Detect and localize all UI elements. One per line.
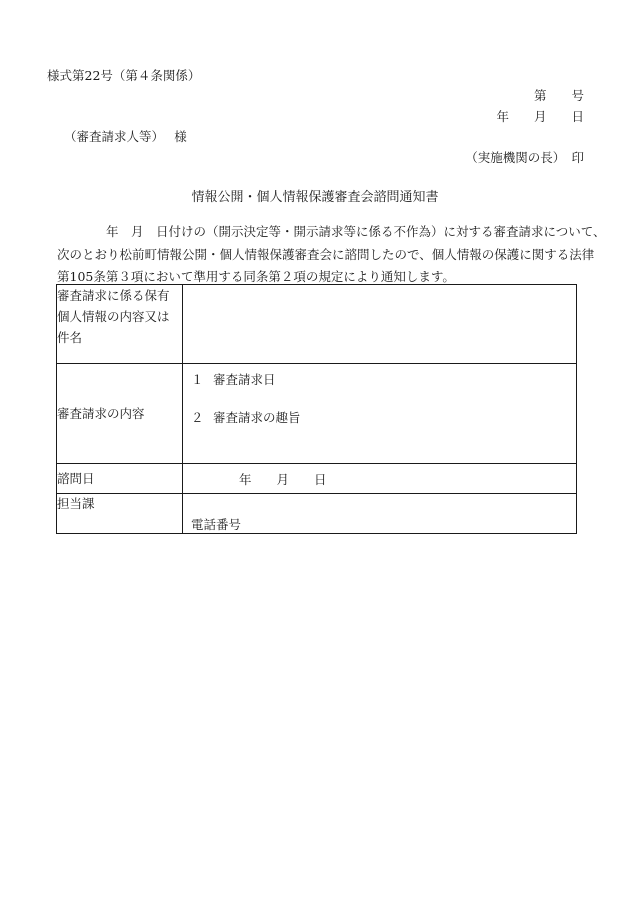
body-line-1: 年 月 日付けの（開示決定等・開示請求等に係る不作為）に対する審査請求について、 — [106, 224, 606, 239]
document-title: 情報公開・個人情報保護審査会諮問通知書 — [191, 190, 439, 205]
sender: （実施機関の長） 印 — [465, 150, 584, 165]
document-number: 第 号 — [533, 88, 584, 103]
contents-label — [57, 364, 183, 464]
subject-label-line-1: 審査請求に係る保有 — [57, 288, 170, 303]
consult-date-value[interactable] — [183, 464, 577, 494]
table-row — [57, 494, 577, 534]
subject-label — [57, 285, 183, 364]
contents-value[interactable] — [183, 364, 577, 464]
department-label-text: 担当課 — [57, 496, 95, 511]
body-line-2: 次のとおり松前町情報公開・個人情報保護審査会に諮問したので、個人情報の保護に関する法律 — [57, 247, 595, 262]
notice-table — [56, 284, 577, 534]
contents-item-request-date — [191, 370, 276, 388]
consult-date-label — [57, 464, 183, 494]
table-row — [57, 364, 577, 464]
consult-date-text: 年 月 日 — [239, 471, 327, 487]
item-text: 審査請求日 — [213, 372, 276, 387]
department-label — [57, 494, 183, 534]
consult-date-label-text: 諮問日 — [57, 471, 95, 486]
subject-label-line-2: 個人情報の内容又は — [57, 309, 170, 324]
item-text: 審査請求の趣旨 — [213, 410, 301, 425]
contents-item-request-purpose — [191, 408, 301, 426]
table-row — [57, 464, 577, 494]
contents-label-text: 審査請求の内容 — [57, 406, 145, 421]
form-number: 様式第22号（第４条関係） — [47, 68, 201, 83]
item-number: ２ — [191, 410, 204, 425]
phone-number-label: 電話番号 — [191, 517, 242, 532]
subject-value[interactable] — [183, 285, 577, 364]
department-value[interactable] — [183, 494, 577, 534]
body-line-3: 第105条第３項において準用する同条第２項の規定により通知します。 — [57, 269, 455, 284]
table-row — [57, 285, 577, 364]
document-date: 年 月 日 — [496, 109, 584, 124]
recipient: （審査請求人等） 様 — [64, 129, 187, 144]
item-number: １ — [191, 372, 204, 387]
subject-label-line-3: 件名 — [57, 330, 83, 345]
